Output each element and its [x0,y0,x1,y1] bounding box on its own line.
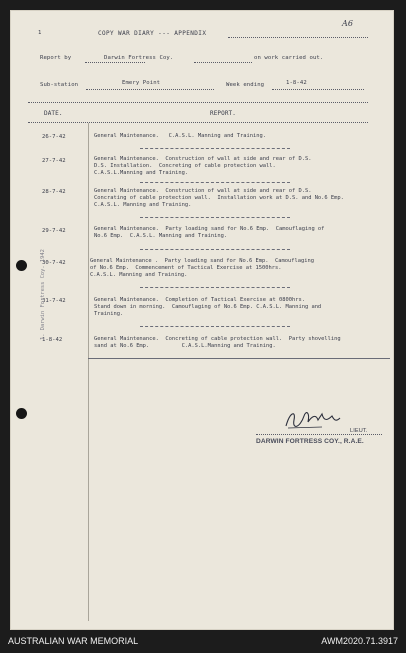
entry-date: 29-7-42 [42,228,66,234]
page-mark: A6 [342,19,354,28]
report-by-label: Report by [40,55,72,61]
entry-date: 31-7-42 [42,298,66,304]
punch-hole-bottom [16,408,27,419]
signature-rank: LIEUT. [350,428,368,434]
column-date-heading: DATE. [44,110,63,117]
substation-dots [86,89,214,90]
footer-source: AUSTRALIAN WAR MEMORIAL [8,636,139,646]
entry-separator [140,249,290,250]
entry-separator [140,326,290,327]
entry-report: General Maintenance. Construction of wall at side and rear of D.S. D.S. Installation. Concreting of cable protection wall. C.A.S.L.Manning and Training. [94,156,312,177]
entry-separator [140,182,290,183]
week-ending-dots [272,89,364,90]
entry-report: General Maintenance. Party loading sand for No.6 Emp. Camouflaging of No.6 Emp. C.A.S.L. Manning and Training. [94,226,325,240]
report-by-dots-a [85,62,145,63]
signature-scribble [282,408,342,432]
title-dotted-line [228,37,368,38]
entry-report: General Maintenance . Party loading sand for No.6 Emp. Camouflaging of No.6 Emp. Commencement of Tactical Exercise at 1500hrs. C.A.S.L. Manning and Training. [90,258,314,279]
entry-report: General Maintenance. C.A.S.L. Manning and Training. [94,133,267,139]
week-ending-label: Week ending [226,82,265,88]
signature [282,408,342,432]
entry-report: General Maintenance. Completion of Tactical Exercise at 0800hrs. Stand down in morning. Camouflaging of No.6 Emp. C.A.S.L. Manning and Training. [94,297,322,318]
entry-report: General Maintenance. Concreting of cable protection wall. Party shovelling sand at No.6 Emp. C.A.S.L.Manning and Training. [94,336,341,350]
entry-date: 28-7-42 [42,189,66,195]
margin-stamp: 1. Darwin Fortress Coy. 1942 [40,249,46,340]
substation-label: Sub-station [40,82,79,88]
header-rule [28,102,368,103]
punch-hole-top [16,260,27,271]
document-title: COPY WAR DIARY --- APPENDIX [98,30,207,37]
entry-date: 30-7-42 [42,260,66,266]
entry-date: 27-7-42 [42,158,66,164]
report-on-label: on work carried out. [254,55,324,61]
footer-reference: AWM2020.71.3917 [321,636,398,646]
report-by-dots-b [194,62,252,63]
substation-value: Emery Point [122,80,161,86]
entry-separator [140,217,290,218]
entry-report: General Maintenance. Construction of wall at side and rear of D.S. Concrating of cable protection wall. Installation work at D.S. and No.6 Emp. C.A.S.L. Manning and Training. [94,188,344,209]
document-page [10,10,394,630]
signature-unit: DARWIN FORTRESS COY., R.A.E. [256,438,364,445]
week-ending-value: 1-8-42 [286,80,307,86]
corner-number: 1 [38,30,42,36]
date-column-divider [88,123,89,621]
report-by-value: Darwin Fortress Coy. [104,55,174,61]
table-end-rule [88,358,390,359]
entry-separator [140,287,290,288]
column-report-heading: REPORT. [210,110,236,117]
entry-date: 26-7-42 [42,134,66,140]
entry-separator [140,148,290,149]
column-heading-rule [28,122,368,123]
entry-date: 1-8-42 [42,337,63,343]
